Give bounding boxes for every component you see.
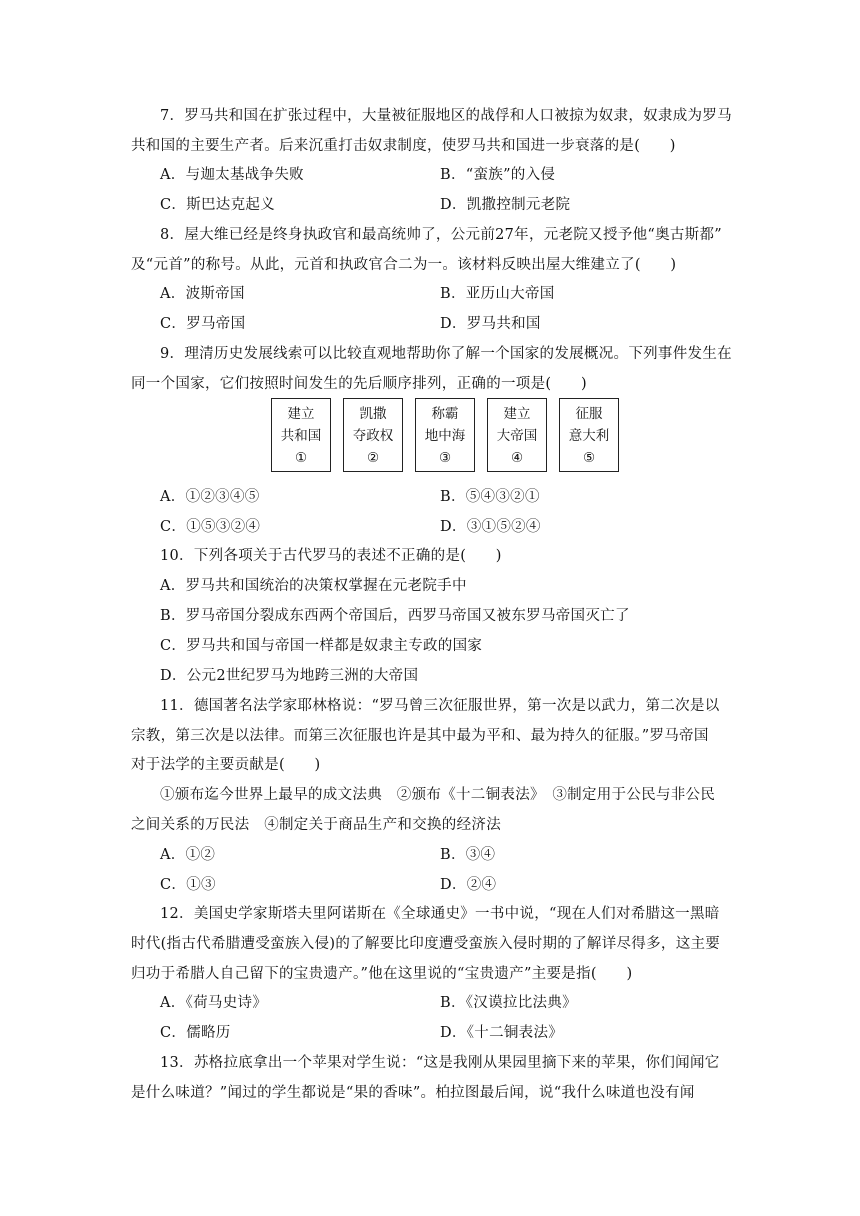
event-box-line: 建立	[503, 406, 531, 422]
q11-option-d: D．②④	[440, 877, 497, 893]
q7-stem-line-2: 共和国的主要生产者。后来沉重打击奴隶制度，使罗马共和国进一步衰落的是( )	[131, 138, 676, 154]
q13-stem-line-2: 是什么味道？”闻过的学生都说是“果的香味”。柏拉图最后闻，说“我什么味道也没有闻	[131, 1085, 695, 1101]
q12-option-b: B．《汉谟拉比法典》	[440, 995, 577, 1011]
q7-option-b: B．“蛮族”的入侵	[440, 167, 556, 183]
q8-option-a: A．波斯帝国	[160, 286, 245, 302]
event-box-line: 建立	[287, 406, 315, 422]
q9-option-a: A．①②③④⑤	[160, 489, 260, 505]
q11-option-a: A．①②	[160, 847, 216, 863]
q11-option-c: C．①③	[160, 877, 216, 893]
q11-stem-line-1: 11．德国著名法学家耶林格说：“罗马曾三次征服世界，第一次是以武力，第二次是以	[160, 698, 720, 714]
event-box-line: 征服	[575, 406, 603, 422]
q11-stem-line-2: 宗教，第三次是以法律。而第三次征服也许是其中最为平和、最为持久的征服。”罗马帝国	[131, 728, 709, 744]
event-box-number: ④	[510, 450, 524, 466]
q12-option-a: A．《荷马史诗》	[160, 995, 268, 1011]
q13-stem-line-1: 13．苏格拉底拿出一个苹果对学生说：“这是我刚从果园里摘下来的苹果，你们闻闻它	[160, 1055, 720, 1071]
event-box-number: ③	[438, 450, 452, 466]
event-box-number: ⑤	[582, 450, 596, 466]
event-box-number: ①	[294, 450, 308, 466]
event-box-line: 大帝国	[496, 428, 538, 444]
q7-stem-line-1: 7．罗马共和国在扩张过程中，大量被征服地区的战俘和人口被掠为奴隶，奴隶成为罗马	[160, 108, 732, 124]
q10-option-c: C．罗马共和国与帝国一样都是奴隶主专政的国家	[160, 638, 483, 654]
q11-items-line-1: ①颁布迄今世界上最早的成文法典 ②颁布《十二铜表法》 ③制定用于公民与非公民	[160, 787, 716, 803]
q10-option-a: A．罗马共和国统治的决策权掌握在元老院手中	[160, 578, 467, 594]
q8-stem-line-2: 及“元首”的称号。从此，元首和执政官合二为一。该材料反映出屋大维建立了( )	[131, 257, 677, 273]
event-box	[343, 398, 403, 472]
q12-stem-line-1: 12．美国史学家斯塔夫里阿诺斯在《全球通史》一书中说，“现在人们对希腊这一黑暗	[160, 906, 720, 922]
q8-stem-line-1: 8．屋大维已经是终身执政官和最高统帅了，公元前27年，元老院又授予他“奥古斯都”	[160, 227, 722, 243]
q11-option-b: B．③④	[440, 847, 496, 863]
event-box	[415, 398, 475, 472]
q8-option-c: C．罗马帝国	[160, 316, 246, 332]
q9-option-c: C．①⑤③②④	[160, 519, 261, 535]
q12-option-d: D．《十二铜表法》	[440, 1025, 564, 1041]
q7-option-c: C．斯巴达克起义	[160, 197, 275, 213]
q8-option-d: D．罗马共和国	[440, 316, 541, 332]
q12-option-c: C．儒略历	[160, 1025, 231, 1041]
q7-option-d: D．凯撒控制元老院	[440, 197, 571, 213]
event-box	[487, 398, 547, 472]
q11-items-line-2: 之间关系的万民法 ④制定关于商品生产和交换的经济法	[131, 817, 501, 833]
q9-option-d: D．③①⑤②④	[440, 519, 541, 535]
q10-option-b: B．罗马帝国分裂成东西两个帝国后，西罗马帝国又被东罗马帝国灭亡了	[160, 608, 630, 624]
q9-stem-line-2: 同一个国家，它们按照时间发生的先后顺序排列，正确的一项是( )	[131, 376, 587, 392]
q7-option-a: A．与迦太基战争失败	[160, 167, 304, 183]
event-box-line: 共和国	[280, 428, 322, 444]
q11-stem-line-3: 对于法学的主要贡献是( )	[131, 757, 321, 773]
q9-stem-line-1: 9．理清历史发展线索可以比较直观地帮助你了解一个国家的发展概况。下列事件发生在	[160, 346, 732, 362]
event-box-line: 称霸	[431, 406, 459, 422]
event-box-line: 地中海	[424, 428, 466, 444]
q9-event-boxes	[271, 398, 621, 474]
event-box-line: 夺政权	[352, 428, 394, 444]
q12-stem-line-2: 时代(指古代希腊遭受蛮族入侵)的了解要比印度遭受蛮族入侵时期的了解详尽得多，这主要	[131, 936, 721, 952]
q10-stem-line-1: 10．下列各项关于古代罗马的表述不正确的是( )	[160, 548, 502, 564]
event-box-number: ②	[366, 450, 380, 466]
q10-option-d: D．公元2世纪罗马为地跨三洲的大帝国	[160, 668, 419, 684]
event-box-line: 意大利	[568, 428, 610, 444]
event-box	[559, 398, 619, 472]
q8-option-b: B．亚历山大帝国	[440, 286, 555, 302]
event-box-line: 凯撒	[359, 406, 387, 422]
q12-stem-line-3: 归功于希腊人自己留下的宝贵遗产。”他在这里说的“宝贵遗产”主要是指( )	[131, 966, 633, 982]
event-box	[271, 398, 331, 472]
q9-option-b: B．⑤④③②①	[440, 489, 540, 505]
